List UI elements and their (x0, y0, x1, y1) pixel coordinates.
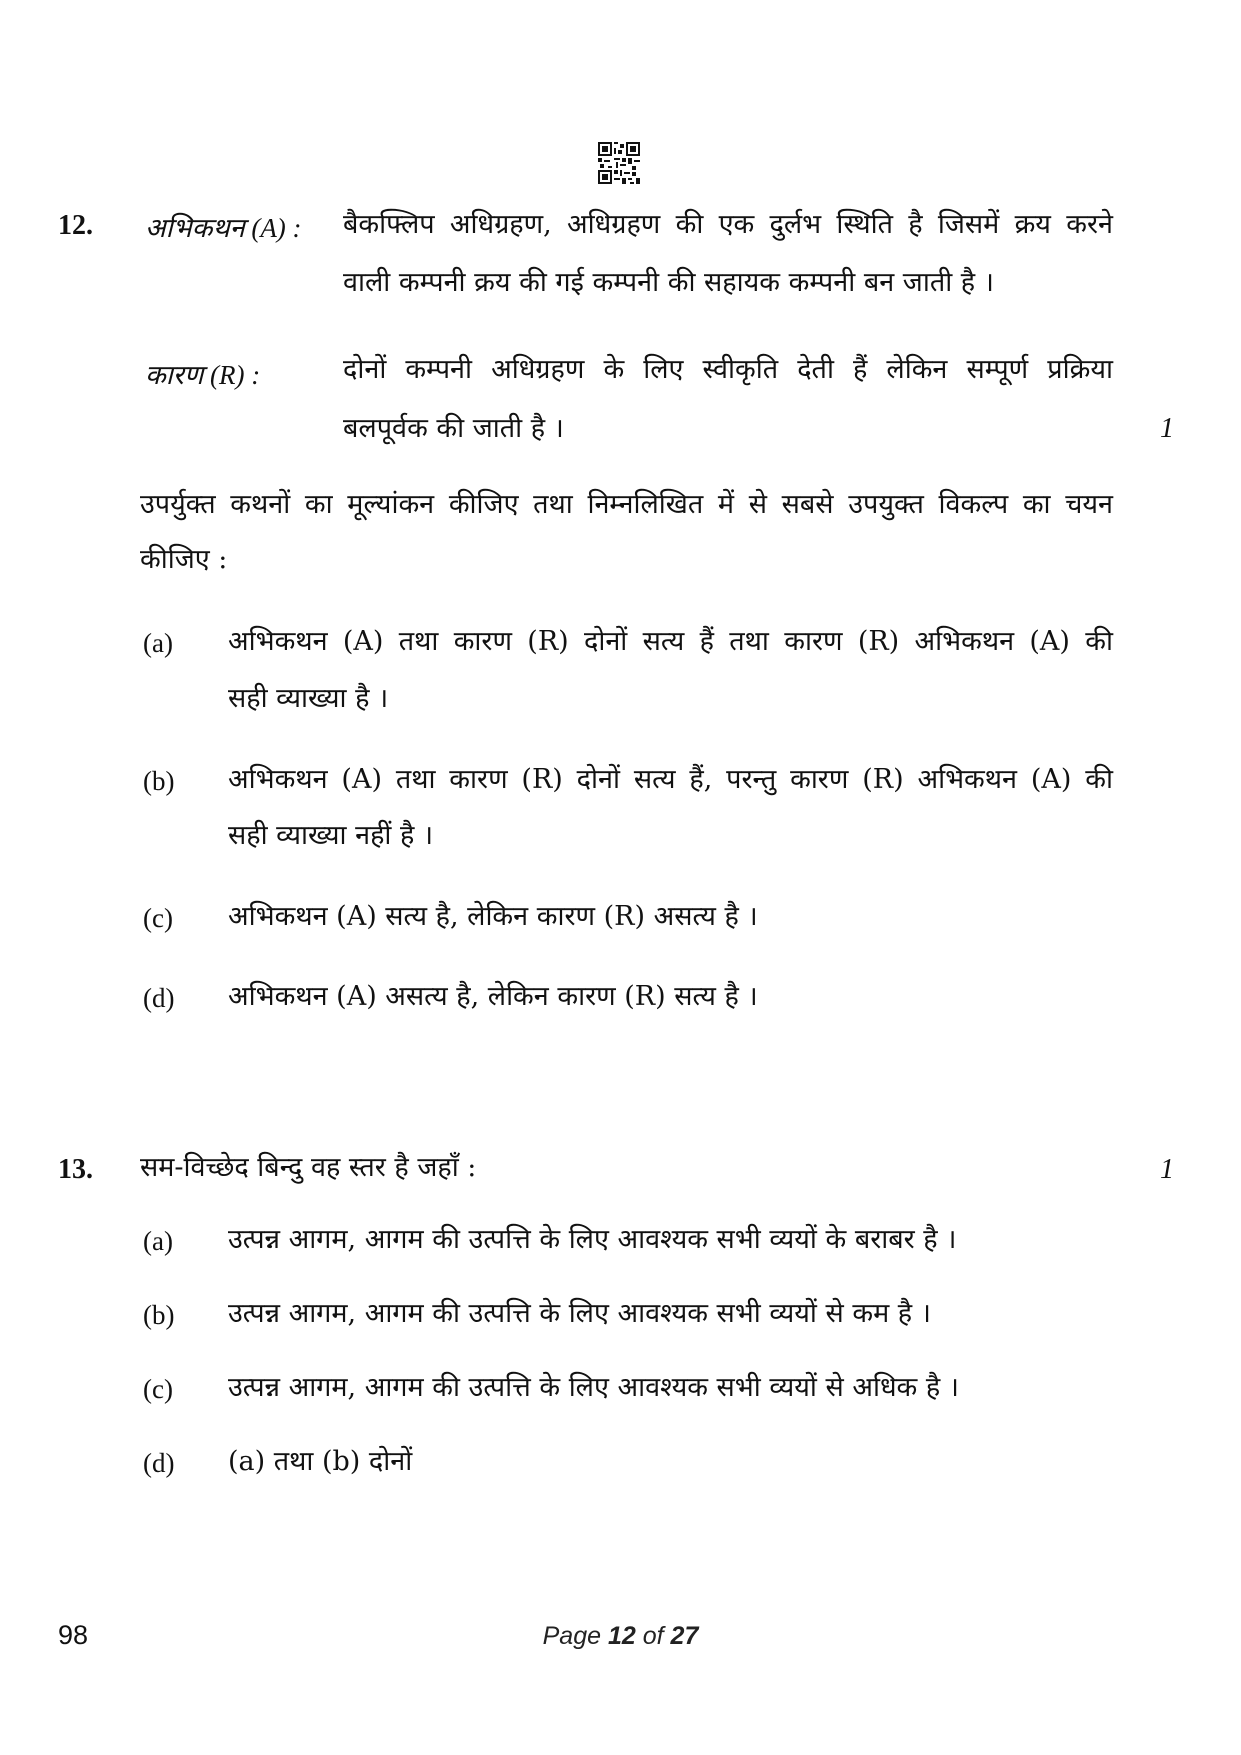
page-indicator (0, 1622, 1241, 1651)
instruction-line2: कीजिए : (140, 544, 228, 575)
question-number: 12. (58, 210, 93, 241)
option-label-d: (d) (143, 1448, 175, 1478)
question-number: 13. (58, 1154, 93, 1185)
option-b-line1: अभिकथन (A) तथा कारण (R) दोनों सत्य हैं, परन्तु कारण (R) अभिकथन (A) की (228, 764, 1113, 795)
page-current: 12 (607, 1622, 636, 1650)
page-of: of (642, 1622, 664, 1650)
option-label-a: (a) (143, 1226, 173, 1256)
reason-text-line2: बलपूर्वक की जाती है । (343, 413, 564, 444)
assertion-text-line2: वाली कम्पनी क्रय की गई कम्पनी की सहायक कम्पनी बन जाती है । (343, 267, 994, 298)
option-d-text: (a) तथा (b) दोनों (228, 1446, 413, 1477)
option-label-d: (d) (143, 983, 175, 1013)
option-c-text: अभिकथन (A) सत्य है, लेकिन कारण (R) असत्य है । (228, 901, 758, 932)
page-total: 27 (670, 1622, 699, 1650)
marks: 1 (1160, 413, 1174, 444)
option-b-line2: सही व्याख्या नहीं है । (228, 820, 434, 851)
assertion-text-line1: बैकफ्लिप अधिग्रहण, अधिग्रहण की एक दुर्लभ स्थिति है जिसमें क्रय करने (343, 209, 1113, 240)
marks: 1 (1160, 1154, 1174, 1185)
option-label-b: (b) (143, 1300, 175, 1330)
option-c-text: उत्पन्न आगम, आगम की उत्पत्ति के लिए आवश्यक सभी व्ययों से अधिक है । (228, 1372, 960, 1403)
question-text: सम-विच्छेद बिन्दु वह स्तर है जहाँ : (140, 1152, 477, 1183)
instruction-line1: उपर्युक्त कथनों का मूल्यांकन कीजिए तथा निम्नलिखित में से सबसे उपयुक्त विकल्प का चयन (140, 489, 1113, 520)
option-label-a: (a) (143, 628, 173, 658)
option-a-line2: सही व्याख्या है । (228, 683, 389, 714)
option-label-c: (c) (143, 1374, 173, 1404)
option-b-text: उत्पन्न आगम, आगम की उत्पत्ति के लिए आवश्यक सभी व्ययों से कम है । (228, 1298, 931, 1329)
option-label-b: (b) (143, 766, 175, 796)
assertion-label: अभिकथन (A) : (145, 213, 302, 243)
reason-label: कारण (R) : (145, 360, 261, 390)
option-label-c: (c) (143, 903, 173, 933)
option-d-text: अभिकथन (A) असत्य है, लेकिन कारण (R) सत्य है । (228, 981, 758, 1012)
option-a-line1: अभिकथन (A) तथा कारण (R) दोनों सत्य हैं तथा कारण (R) अभिकथन (A) की (228, 626, 1113, 657)
option-a-text: उत्पन्न आगम, आगम की उत्पत्ति के लिए आवश्यक सभी व्ययों के बराबर है । (228, 1224, 957, 1255)
page-word: Page (542, 1622, 602, 1650)
qr-code-icon (598, 142, 640, 184)
reason-text-line1: दोनों कम्पनी अधिग्रहण के लिए स्वीकृति देती हैं लेकिन सम्पूर्ण प्रक्रिया (343, 354, 1113, 385)
paper-code: 98 (58, 1620, 89, 1650)
